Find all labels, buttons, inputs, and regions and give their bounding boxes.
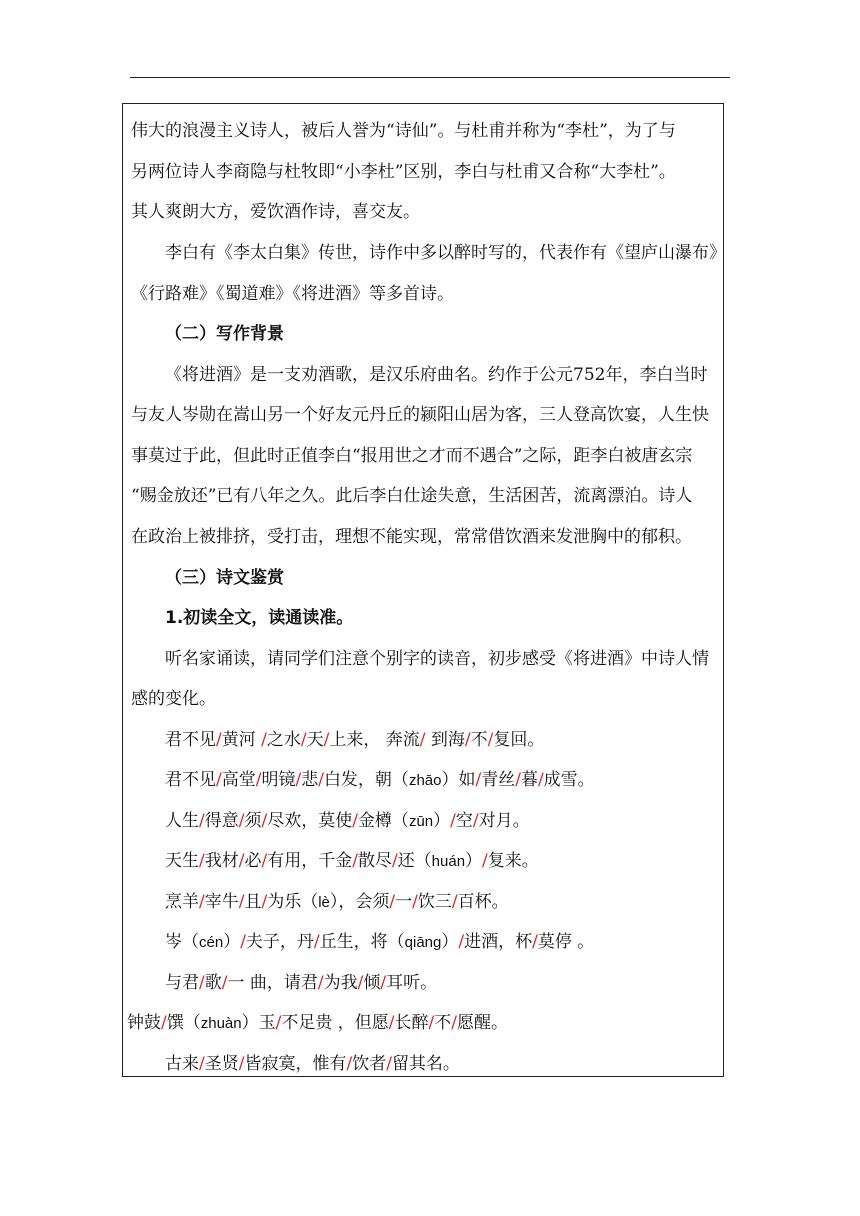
pinyin-annotation: zhuàn — [200, 1015, 242, 1032]
poem-text: 不 — [434, 1013, 452, 1033]
poem-line — [165, 851, 723, 872]
pause-mark: / — [537, 770, 544, 790]
pinyin-annotation: lè — [318, 894, 330, 911]
pinyin-annotation: huán — [431, 853, 466, 870]
pause-mark: / — [515, 770, 521, 790]
pause-mark: / — [238, 811, 245, 831]
poem-text: ）如 — [441, 770, 476, 790]
pause-mark: / — [199, 1054, 205, 1074]
poem-text: 百杯。 — [457, 892, 509, 912]
poem-text: 天 — [306, 730, 324, 750]
poem-text: 复回。 — [493, 730, 545, 750]
poem-text: 馔（ — [166, 1013, 201, 1033]
poem-text: 古来 — [165, 1054, 199, 1074]
poem-text: 倾 — [363, 973, 381, 993]
pause-mark: / — [261, 730, 267, 750]
pause-mark: / — [357, 973, 364, 993]
header-rule — [130, 77, 730, 78]
pause-mark: / — [238, 1054, 245, 1074]
pause-mark: / — [238, 851, 245, 871]
poem-text: 暮 — [520, 770, 538, 790]
pause-mark: / — [261, 851, 268, 871]
pause-mark: / — [412, 892, 418, 912]
poem-text: 歌 — [204, 973, 222, 993]
pause-mark: / — [428, 1013, 435, 1033]
bio-line-3: 其人爽朗大方，爱饮酒作诗，喜交友。 — [131, 202, 420, 222]
subheading-first-reading: 1.初读全文，读通读准。 — [165, 608, 354, 628]
pause-mark: / — [261, 892, 268, 912]
poem-line — [127, 1013, 723, 1034]
poem-text: 饮者 — [352, 1054, 387, 1074]
pause-mark: / — [472, 811, 479, 831]
pause-mark: / — [464, 730, 471, 750]
pause-mark: / — [261, 811, 268, 831]
pause-mark: / — [240, 932, 246, 952]
pause-mark: / — [300, 730, 307, 750]
pause-mark: / — [318, 770, 324, 790]
poem-text: 留其名。 — [391, 1054, 460, 1074]
poem-text: 耳听。 — [386, 973, 438, 993]
poem-text: 尽欢，莫使 — [267, 811, 353, 831]
pause-mark: / — [199, 973, 205, 993]
poem-text: 莫停 。 — [537, 932, 595, 952]
poem-text: 为我 — [323, 973, 358, 993]
poem-line — [165, 892, 723, 913]
pause-mark: / — [419, 730, 426, 750]
pause-mark: / — [451, 892, 458, 912]
pause-mark: / — [216, 770, 222, 790]
poem-text: 还（ — [397, 851, 432, 871]
pinyin-annotation: cén — [199, 934, 224, 951]
bio-line-1: 伟大的浪漫主义诗人，被后人誉为“诗仙”。与杜甫并称为“李杜”，为了与 — [131, 121, 676, 141]
poem-text: 悲 — [301, 770, 319, 790]
instruction-line-2: 感的变化。 — [131, 689, 216, 709]
poem-text: 君不见 — [165, 730, 216, 750]
works-line-1: 李白有《李太白集》传世，诗作中多以醉时写的，代表作有《望庐山瀑布》 — [165, 243, 726, 263]
works-line-2: 《行路难》《蜀道难》《将进酒》等多首诗。 — [131, 284, 454, 304]
instruction-line-1: 听名家诵读，请同学们注意个别字的读音，初步感受《将进酒》中诗人情 — [165, 649, 709, 669]
poem-line — [165, 1054, 723, 1074]
pause-mark: / — [313, 932, 320, 952]
pause-mark: / — [482, 851, 488, 871]
poem-text: 对月。 — [478, 811, 530, 831]
pause-mark: / — [317, 973, 324, 993]
poem-text: 饮三 — [417, 892, 452, 912]
pause-mark: / — [475, 770, 482, 790]
poem-text: 复来。 — [487, 851, 539, 871]
pause-mark: / — [380, 973, 387, 993]
poem-text: 得意 — [204, 811, 239, 831]
poem-text: 有用，千金 — [267, 851, 353, 871]
poem-text: 岑（ — [165, 932, 199, 952]
poem-text: 到海 — [425, 730, 465, 750]
pause-mark: / — [352, 811, 358, 831]
poem-text: 须 — [244, 811, 262, 831]
background-line-1: 《将进酒》是一支劝酒歌，是汉乐府曲名。约作于公元752年，李白当时 — [165, 365, 708, 385]
poem-text: ） — [223, 932, 241, 952]
content-box — [122, 103, 724, 1077]
pause-mark: / — [532, 932, 538, 952]
poem-text: 夫子，丹 — [245, 932, 314, 952]
pause-mark: / — [275, 1013, 282, 1033]
section-heading-background: （二）写作背景 — [165, 324, 284, 344]
pause-mark: / — [388, 1013, 395, 1033]
poem-text: 天生 — [165, 851, 199, 871]
pause-mark: / — [199, 811, 205, 831]
poem-line — [165, 932, 723, 953]
poem-line — [165, 770, 723, 791]
poem-text: 人生 — [165, 811, 199, 831]
pinyin-annotation: qiāng — [404, 934, 442, 951]
pause-mark: / — [238, 892, 245, 912]
pinyin-annotation: zūn — [408, 813, 434, 830]
pinyin-annotation: zhāo — [408, 772, 442, 789]
pause-mark: / — [352, 851, 358, 871]
poem-text: 丘生，将（ — [319, 932, 405, 952]
poem-text: 宰牛 — [204, 892, 239, 912]
poem-text: 青丝 — [481, 770, 516, 790]
poem-text: 明镜 — [261, 770, 296, 790]
poem-text: 皆寂寞，惟有 — [244, 1054, 347, 1074]
poem-text: 我材 — [204, 851, 239, 871]
poem-text: 白发，朝（ — [323, 770, 409, 790]
poem-text: 进酒，杯 — [464, 932, 533, 952]
pause-mark: / — [450, 811, 456, 831]
pause-mark: / — [216, 730, 222, 750]
poem-text: ） — [441, 932, 459, 952]
pause-mark: / — [323, 730, 330, 750]
poem-text: 金樽（ — [357, 811, 409, 831]
bio-line-2: 另两位诗人李商隐与杜牧即“小李杜”区别，李白与杜甫又合称“大李杜”。 — [131, 162, 676, 182]
pause-mark: / — [451, 1013, 457, 1033]
pause-mark: / — [161, 1013, 167, 1033]
poem-text: 黄河 — [221, 730, 262, 750]
pause-mark: / — [199, 892, 205, 912]
pause-mark: / — [295, 770, 302, 790]
background-line-3: 事莫过于此，但此时正值李白“报用世之才而不遇合”之际，距李白被唐玄宗 — [131, 446, 693, 466]
poem-text: ） — [433, 811, 451, 831]
poem-text: 圣贤 — [204, 1054, 239, 1074]
pause-mark: / — [391, 851, 398, 871]
poem-text: 愿醒。 — [456, 1013, 508, 1033]
poem-text: 为乐（ — [267, 892, 319, 912]
poem-text: 高堂 — [221, 770, 256, 790]
pause-mark: / — [389, 892, 396, 912]
poem-text: 烹羊 — [165, 892, 199, 912]
pause-mark: / — [199, 851, 205, 871]
pause-mark: / — [487, 730, 494, 750]
poem-text: 之水 — [266, 730, 301, 750]
poem-line — [165, 973, 723, 993]
poem-text: 且 — [244, 892, 262, 912]
poem-line — [165, 730, 723, 750]
poem-text: 空 — [455, 811, 473, 831]
pause-mark: / — [221, 973, 228, 993]
poem-text: 上来， 奔流 — [329, 730, 420, 750]
poem-text: 一 曲，请君 — [227, 973, 318, 993]
poem-text: 不足贵 ，但愿 — [281, 1013, 389, 1033]
pause-mark: / — [458, 932, 465, 952]
pause-mark: / — [255, 770, 262, 790]
poem-text: ） — [465, 851, 483, 871]
poem-text: 钟鼓 — [127, 1013, 161, 1033]
poem-text: 散尽 — [357, 851, 392, 871]
poem-line — [165, 811, 723, 832]
section-heading-appreciation: （三）诗文鉴赏 — [165, 568, 284, 588]
background-line-5: 在政治上被排挤，受打击，理想不能实现，常常借饮酒来发泄胸中的郁积。 — [131, 527, 692, 547]
background-line-4: “赐金放还”已有八年之久。此后李白仕途失意，生活困苦，流离漂泊。诗人 — [131, 486, 693, 506]
pause-mark: / — [346, 1054, 353, 1074]
poem-text: 必 — [244, 851, 262, 871]
poem-text: ），会须 — [329, 892, 390, 912]
poem-text: 君不见 — [165, 770, 216, 790]
poem-text: 与君 — [165, 973, 199, 993]
background-line-2: 与友人岑勋在嵩山另一个好友元丹丘的颍阳山居为客，三人登高饮宴，人生快 — [131, 405, 709, 425]
poem-text: 长醉 — [394, 1013, 429, 1033]
poem-text: ）玉 — [241, 1013, 276, 1033]
poem-text: 一 — [395, 892, 413, 912]
poem-text: 不 — [470, 730, 488, 750]
pause-mark: / — [386, 1054, 392, 1074]
poem-text: 成雪。 — [543, 770, 595, 790]
